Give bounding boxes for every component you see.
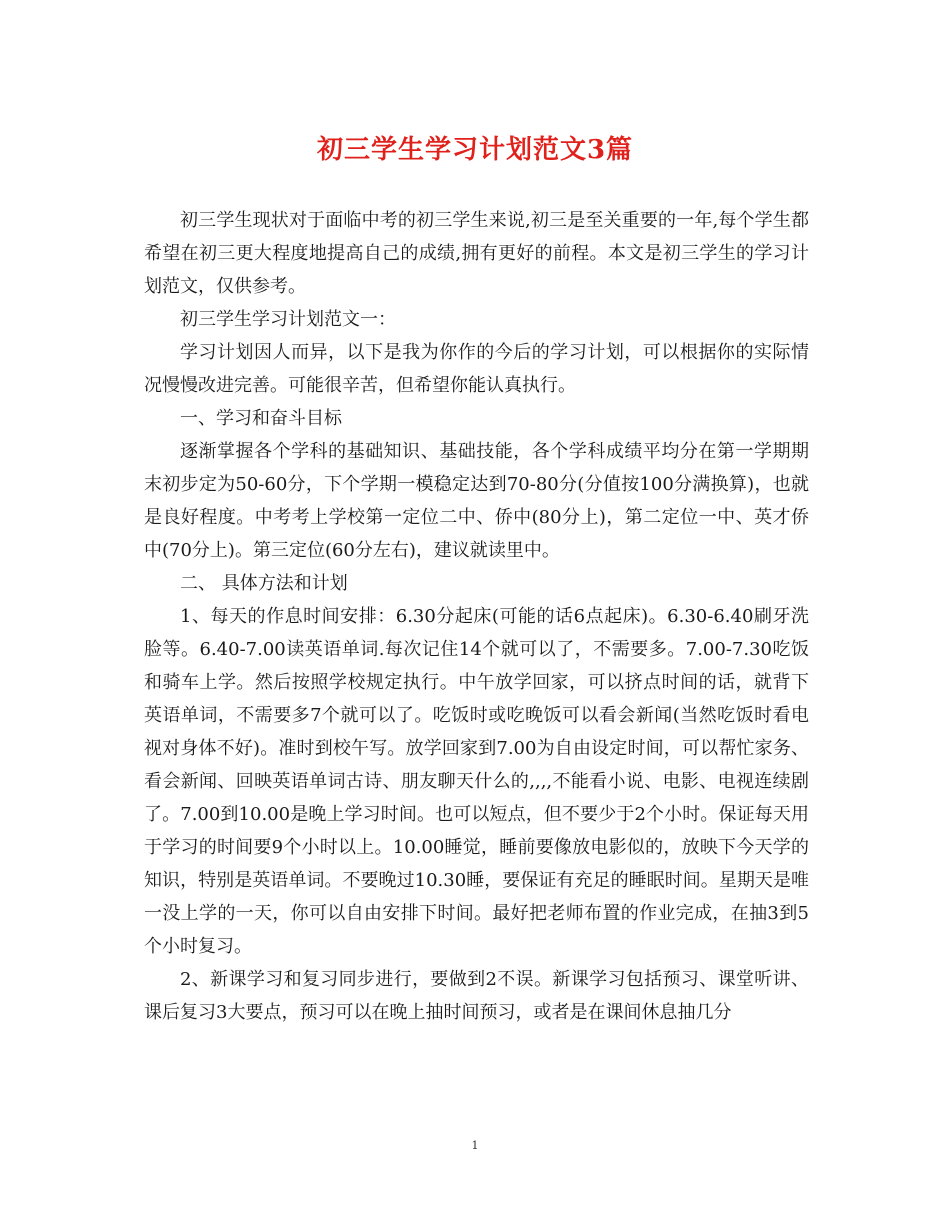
paragraph-plan-intro: 学习计划因人而异，以下是我为你作的今后的学习计划，可以根据你的实际情况慢慢改进完善。可能很辛苦，但希望你能认真执行。 <box>144 342 809 396</box>
paragraph-heading-sample-one: 初三学生学习计划范文一： <box>180 309 396 330</box>
paragraph-goals: 逐渐掌握各个学科的基础知识、基础技能，各个学科成绩平均分在第一学期期末初步定为50-60分，下个学期一模稳定达到70-80分(分值按100分满换算)，也就是良好程度。中考考上学校第一定位二中、侨中(80分上)，第二定位一中、英才侨中(70分上)。第三定位(60分左右)，建议就读里中。 <box>144 441 809 561</box>
document-body <box>144 204 809 1029</box>
paragraph-section-two-heading: 二、 具体方法和计划 <box>180 573 348 594</box>
paragraph-daily-schedule: 1、每天的作息时间安排：6.30分起床(可能的话6点起床)。6.30-6.40刷牙洗脸等。6.40-7.00读英语单词.每次记住14个就可以了，不需要多。7.00-7.30吃饭和骑车上学。然后按照学校规定执行。中午放学回家，可以挤点时间的话，就背下英语单词，不需要多7个就可以了。吃饭时或吃晚饭可以看会新闻(当然吃饭时看电视对身体不好)。准时到校午写。放学回家到7.00为自由设定时间，可以帮忙家务、看会新闻、回映英语单词古诗、朋友聊天什么的,,,,不能看小说、电影、电视连续剧了。7.00到10.00是晚上学习时间。也可以短点，但不要少于2个小时。保证每天用于学习的时间要9个小时以上。10.00睡觉，睡前要像放电影似的，放映下今天学的知识，特别是英语单词。不要晚过10.30睡，要保证有充足的睡眠时间。星期天是唯一没上学的一天，你可以自由安排下时间。最好把老师布置的作业完成，在抽3到5个小时复习。 <box>144 606 809 957</box>
document-title: 初三学生学习计划范文3篇 <box>316 135 634 165</box>
paragraph-section-one-heading: 一、学习和奋斗目标 <box>180 408 342 429</box>
page-number: 1 <box>471 1139 479 1152</box>
paragraph-intro: 初三学生现状对于面临中考的初三学生来说,初三是至关重要的一年,每个学生都希望在初三更大程度地提高自己的成绩,拥有更好的前程。本文是初三学生的学习计划范文，仅供参考。 <box>144 210 809 297</box>
paragraph-study-review: 2、新课学习和复习同步进行，要做到2不误。新课学习包括预习、课堂听讲、课后复习3大要点，预习可以在晚上抽时间预习，或者是在课间休息抽几分 <box>144 969 809 1023</box>
